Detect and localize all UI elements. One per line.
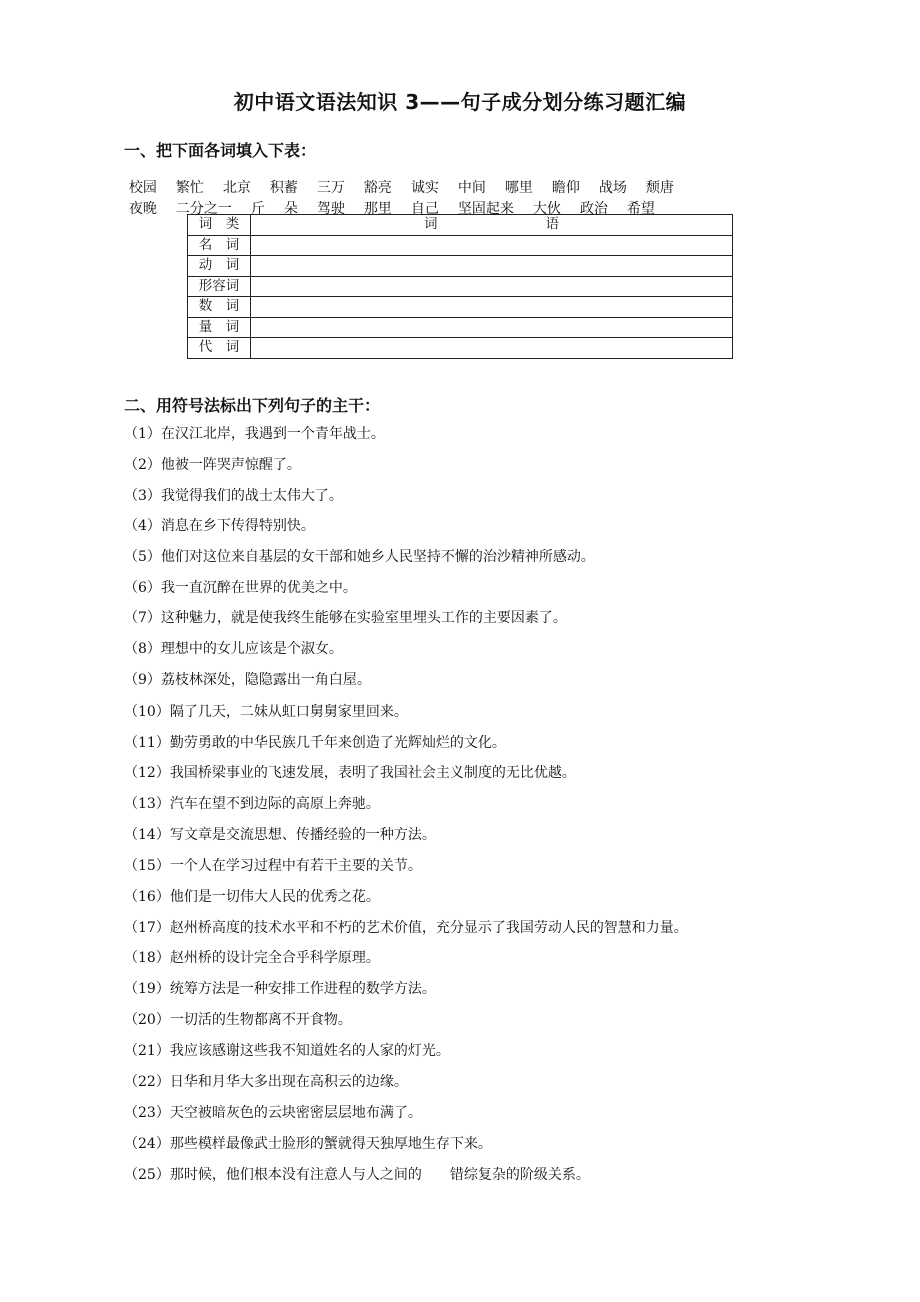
sentence-item: （13）汽车在望不到边际的高原上奔驰。 — [124, 796, 380, 812]
word-item: 自己 — [410, 201, 439, 217]
word-item: 希望 — [626, 201, 655, 217]
word-item: 豁亮 — [363, 180, 392, 196]
word-list-line2 — [120, 182, 674, 218]
header-category: 词 类 — [188, 215, 251, 236]
word-item: 斤 — [250, 201, 265, 217]
sentence-item: （20）一切活的生物都离不开食物。 — [124, 1012, 352, 1028]
sentence-item: （6）我一直沉醉在世界的优美之中。 — [124, 580, 357, 596]
sentence-item: （18）赵州桥的设计完全合乎科学原理。 — [124, 950, 380, 966]
sentence-item: （9）荔枝林深处，隐隐露出一角白屋。 — [124, 672, 371, 688]
answer-cell[interactable] — [251, 338, 733, 359]
word-item: 哪里 — [504, 180, 533, 196]
sentence-item: （17）赵州桥高度的技术水平和不朽的艺术价值，充分显示了我国劳动人民的智慧和力量。 — [124, 920, 688, 936]
word-item: 那里 — [363, 201, 392, 217]
sentence-item: （5）他们对这位来自基层的女干部和她乡人民坚持不懈的治沙精神所感动。 — [124, 549, 595, 565]
sentence-item: （10）隔了几天，二妹从虹口舅舅家里回来。 — [124, 704, 408, 720]
word-item: 夜晚 — [128, 201, 157, 217]
sentence-item: （1）在汉江北岸，我遇到一个青年战士。 — [124, 426, 385, 442]
header-words-char2: 语 — [545, 216, 559, 233]
sentence-item: （8）理想中的女儿应该是个淑女。 — [124, 641, 343, 657]
sentence-item: （2）他被一阵哭声惊醒了。 — [124, 457, 301, 473]
word-item: 积蓄 — [269, 180, 298, 196]
page-title: 初中语文语法知识 3——句子成分划分练习题汇编 — [233, 90, 687, 114]
sentence-item: （16）他们是一切伟大人民的优秀之花。 — [124, 889, 380, 905]
table-row — [188, 338, 733, 359]
row-label: 形容词 — [188, 276, 251, 297]
word-item: 繁忙 — [175, 180, 204, 196]
word-item: 颓唐 — [645, 180, 674, 196]
word-item: 战场 — [598, 180, 627, 196]
sentence-item: （19）统筹方法是一种安排工作进程的数学方法。 — [124, 981, 436, 997]
section1-heading: 一、把下面各词填入下表： — [124, 141, 317, 160]
row-label: 数 词 — [188, 297, 251, 318]
sentence-item: （12）我国桥梁事业的飞速发展，表明了我国社会主义制度的无比优越。 — [124, 765, 576, 781]
word-item: 北京 — [222, 180, 251, 196]
sentence-item: （23）天空被暗灰色的云块密密层层地布满了。 — [124, 1105, 422, 1121]
sentence-item: （25）那时候，他们根本没有注意人与人之间的 错综复杂的阶级关系。 — [124, 1167, 590, 1183]
row-label: 名 词 — [188, 235, 251, 256]
header-words — [251, 215, 733, 236]
table-header-row — [188, 215, 733, 236]
sentence-item: （15）一个人在学习过程中有若干主要的关节。 — [124, 858, 422, 874]
table-row — [188, 276, 733, 297]
answer-cell[interactable] — [251, 276, 733, 297]
sentence-item: （22）日华和月华大多出现在高积云的边缘。 — [124, 1074, 408, 1090]
header-words-char1: 词 — [424, 216, 438, 233]
table-row — [188, 235, 733, 256]
word-item: 三万 — [316, 180, 345, 196]
word-item: 驾驶 — [316, 201, 345, 217]
table-row — [188, 256, 733, 277]
answer-cell[interactable] — [251, 235, 733, 256]
word-item: 大伙 — [532, 201, 561, 217]
sentence-item: （4）消息在乡下传得特别快。 — [124, 518, 315, 534]
word-item: 朵 — [283, 201, 298, 217]
word-item: 政治 — [579, 201, 608, 217]
row-label: 代 词 — [188, 338, 251, 359]
word-category-table — [187, 214, 733, 359]
sentence-item: （11）勤劳勇敢的中华民族几千年来创造了光辉灿烂的文化。 — [124, 735, 506, 751]
table-row — [188, 297, 733, 318]
section2-heading: 二、用符号法标出下列句子的主干： — [124, 396, 381, 415]
table-row — [188, 317, 733, 338]
word-item: 校园 — [128, 180, 157, 196]
sentence-item: （21）我应该感谢这些我不知道姓名的人家的灯光。 — [124, 1043, 450, 1059]
answer-cell[interactable] — [251, 297, 733, 318]
sentence-item: （14）写文章是交流思想、传播经验的一种方法。 — [124, 827, 436, 843]
sentence-item: （24）那些模样最像武士脸形的蟹就得天独厚地生存下来。 — [124, 1136, 492, 1152]
row-label: 量 词 — [188, 317, 251, 338]
word-item: 坚固起来 — [457, 201, 514, 217]
answer-cell[interactable] — [251, 317, 733, 338]
answer-cell[interactable] — [251, 256, 733, 277]
sentence-item: （3）我觉得我们的战士太伟大了。 — [124, 488, 343, 504]
word-item: 二分之一 — [175, 201, 232, 217]
word-item: 中间 — [457, 180, 486, 196]
word-item: 瞻仰 — [551, 180, 580, 196]
row-label: 动 词 — [188, 256, 251, 277]
word-item: 诚实 — [410, 180, 439, 196]
sentence-item: （7）这种魅力，就是使我终生能够在实验室里埋头工作的主要因素了。 — [124, 610, 567, 626]
